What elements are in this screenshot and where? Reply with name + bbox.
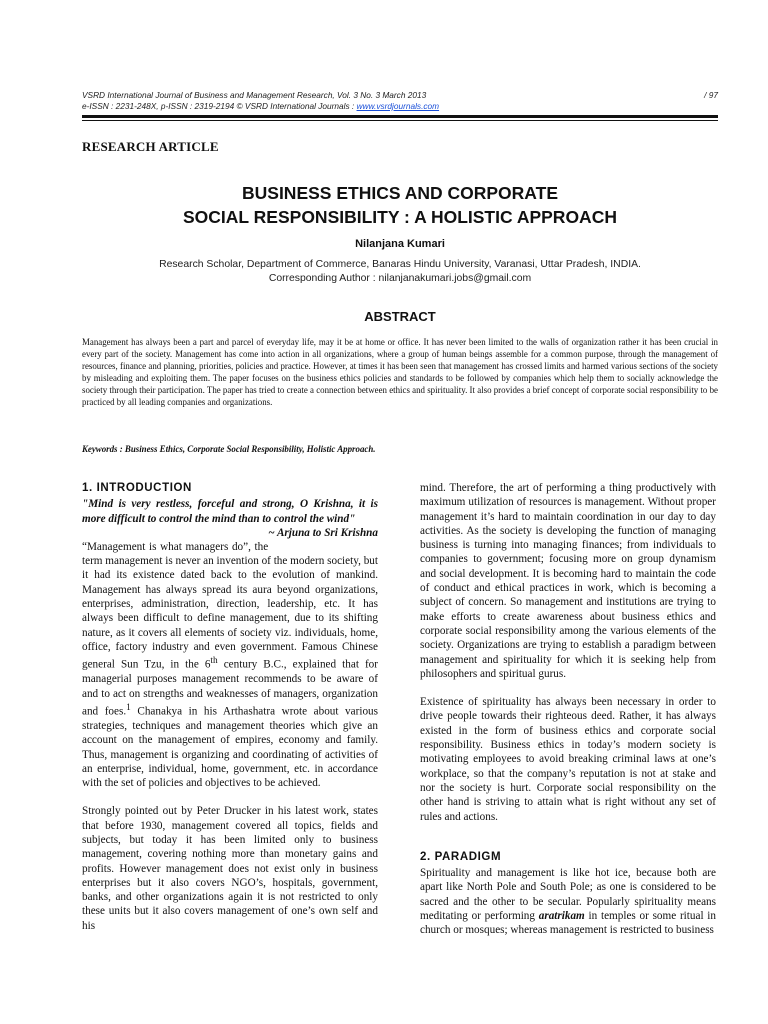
issn-text: e-ISSN : 2231-248X, p-ISSN : 2319-2194 © VSRD International Journals :	[82, 101, 357, 111]
page-number: / 97	[704, 90, 718, 100]
epigraph-text: "Mind is very restless, forceful and strong, O Krishna, it is more difficult to control the mind than to control the wind"	[82, 498, 378, 525]
right-paragraph-1: mind. Therefore, the art of performing a thing productively with maximum utilization of resources is management. Without proper management it’s hard to maintain coordination in our day to day activities. As the society is developing the function of managing business is turning into managing finances; from individuals to companies to government; focusing more on group dynamism and social development. It is becoming hard to maintain the code of conduct and ethical practices in work, which is becoming a subject of concern. So management and institutions are trying to make efforts to create awareness about business ethics and corporate social responsibility among the various elements of the society. Organizations are trying to establish a paradigm between management and spirituality for which it is seeking help from philosophers and spiritual gurus.	[420, 482, 716, 680]
footnote-ref-1: 1	[126, 702, 131, 713]
issn-header	[82, 101, 718, 112]
paper-title-line-2: SOCIAL RESPONSIBILITY : A HOLISTIC APPROACH	[183, 207, 617, 227]
left-column	[82, 481, 378, 933]
right-column	[420, 481, 716, 938]
right-paragraph-2: Existence of spirituality has always been necessary in order to drive people towards their righteous deed. Rather, it has always existed in the form of business ethics and corporate social responsibility. Business ethics in today’s modern society is motivating employees to avoid breaking criminal laws at one’s workplace, so that the company’s reputation is not at stake and nor the society is hurt. Corporate social responsibility on the other hand is striving to attain what is right without any set of rules and actions.	[420, 696, 716, 823]
journal-website-link[interactable]: www.vsrdjournals.com	[356, 101, 440, 111]
article-type: RESEARCH ARTICLE	[82, 139, 219, 154]
epigraph-attribution: ~ Arjuna to Sri Krishna	[268, 526, 378, 539]
intro-paragraph-2: Strongly pointed out by Peter Drucker in his latest work, states that before 1930, management covered all topics, fields and subjects, but today it has been limited only to business management, covering nothing more than monetary gains and profits. However management does not exist only in business enterprises but it also covers NGO’s, hospitals, government, banks, and other organizations again it is not restricted to only these units but it also covers management of one’s own self and his	[82, 805, 378, 932]
epigraph-quote	[82, 497, 378, 539]
corresponding-author: Corresponding Author : nilanjanakumari.jobs@gmail.com	[268, 273, 532, 284]
paper-title-line-1: BUSINESS ETHICS AND CORPORATE	[242, 183, 558, 203]
section-heading-introduction: 1. INTRODUCTION	[82, 482, 192, 494]
journal-citation: VSRD International Journal of Business and Management Research, Vol. 3 No. 3 March 2013	[82, 90, 427, 100]
abstract-text: Management has always been a part and parcel of everyday life, may it be at home or office. It has never been limited to the walls of organization rather it has been crucial in every part of the society. Management has come into action in all organizations, where a group of human beings assemble for a common purpose, through the management of resources, finance and planning, priorities, policies and practice. However, at times it has been seen that management has crossed limits and harmed various sections of the society by misleading and exploiting them. The paper focuses on the business ethics policies and standards to be followed by companies which help them to socially acknowledge the society through their participation. The paper has tried to create a connection between ethics and spirituality. It also provides a brief concept of corporate social responsibility to be practiced by all leading companies and organizations.	[82, 337, 718, 407]
abstract-heading: ABSTRACT	[364, 309, 436, 324]
intro-paragraph-1: “Management is what managers do”, the term management is never an invention of the modern society, but it had its existence dated back to the evolution of mankind. Management has always spread its aura beyond organizations, enterprises, administration, direction, leadership, etc. It has always been difficult to define management, due to its shifting nature, as it covers all elements of society viz. individuals, home, office, factory industry and even government. Famous Chinese general Sun Tzu, in the 6th century B.C., explained that for managerial purposes management recommends to be aware of and to act on strengths and weaknesses of managers, organization and foes.$^1$ Chanakya in his Arthashatra wrote about various strategies, techniques and management theories which give an account on the management of empires, economy and family. Thus, management is organizing and coordinating of activities of an enterprise, individual, home, government, etc. in accordance with the set of policies and objectives to be achieved.	[82, 540, 378, 790]
paradigm-paragraph: Spirituality and management is like hot ice, because both are apart like North Pole and South Pole; as one is considered to be sacred and the other to be secular. Popularly spirituality means meditating or performing aratrikam in temples or some ritual in church or mosques; whereas management is restricted to business	[420, 867, 717, 937]
keywords: Keywords : Business Ethics, Corporate Social Responsibility, Holistic Approach.	[82, 444, 376, 454]
term-aratrikam: aratrikam	[538, 910, 585, 923]
journal-header	[82, 90, 718, 101]
header-rule-thin	[82, 120, 718, 121]
section-heading-paradigm: 2. PARADIGM	[420, 850, 502, 863]
header-rule-thick	[82, 115, 718, 118]
superscript-th: th	[210, 656, 218, 667]
author-name: Nilanjana Kumari	[355, 238, 445, 250]
author-affiliation: Research Scholar, Department of Commerce, Banaras Hindu University, Varanasi, Uttar Pradesh, INDIA.	[159, 259, 641, 270]
